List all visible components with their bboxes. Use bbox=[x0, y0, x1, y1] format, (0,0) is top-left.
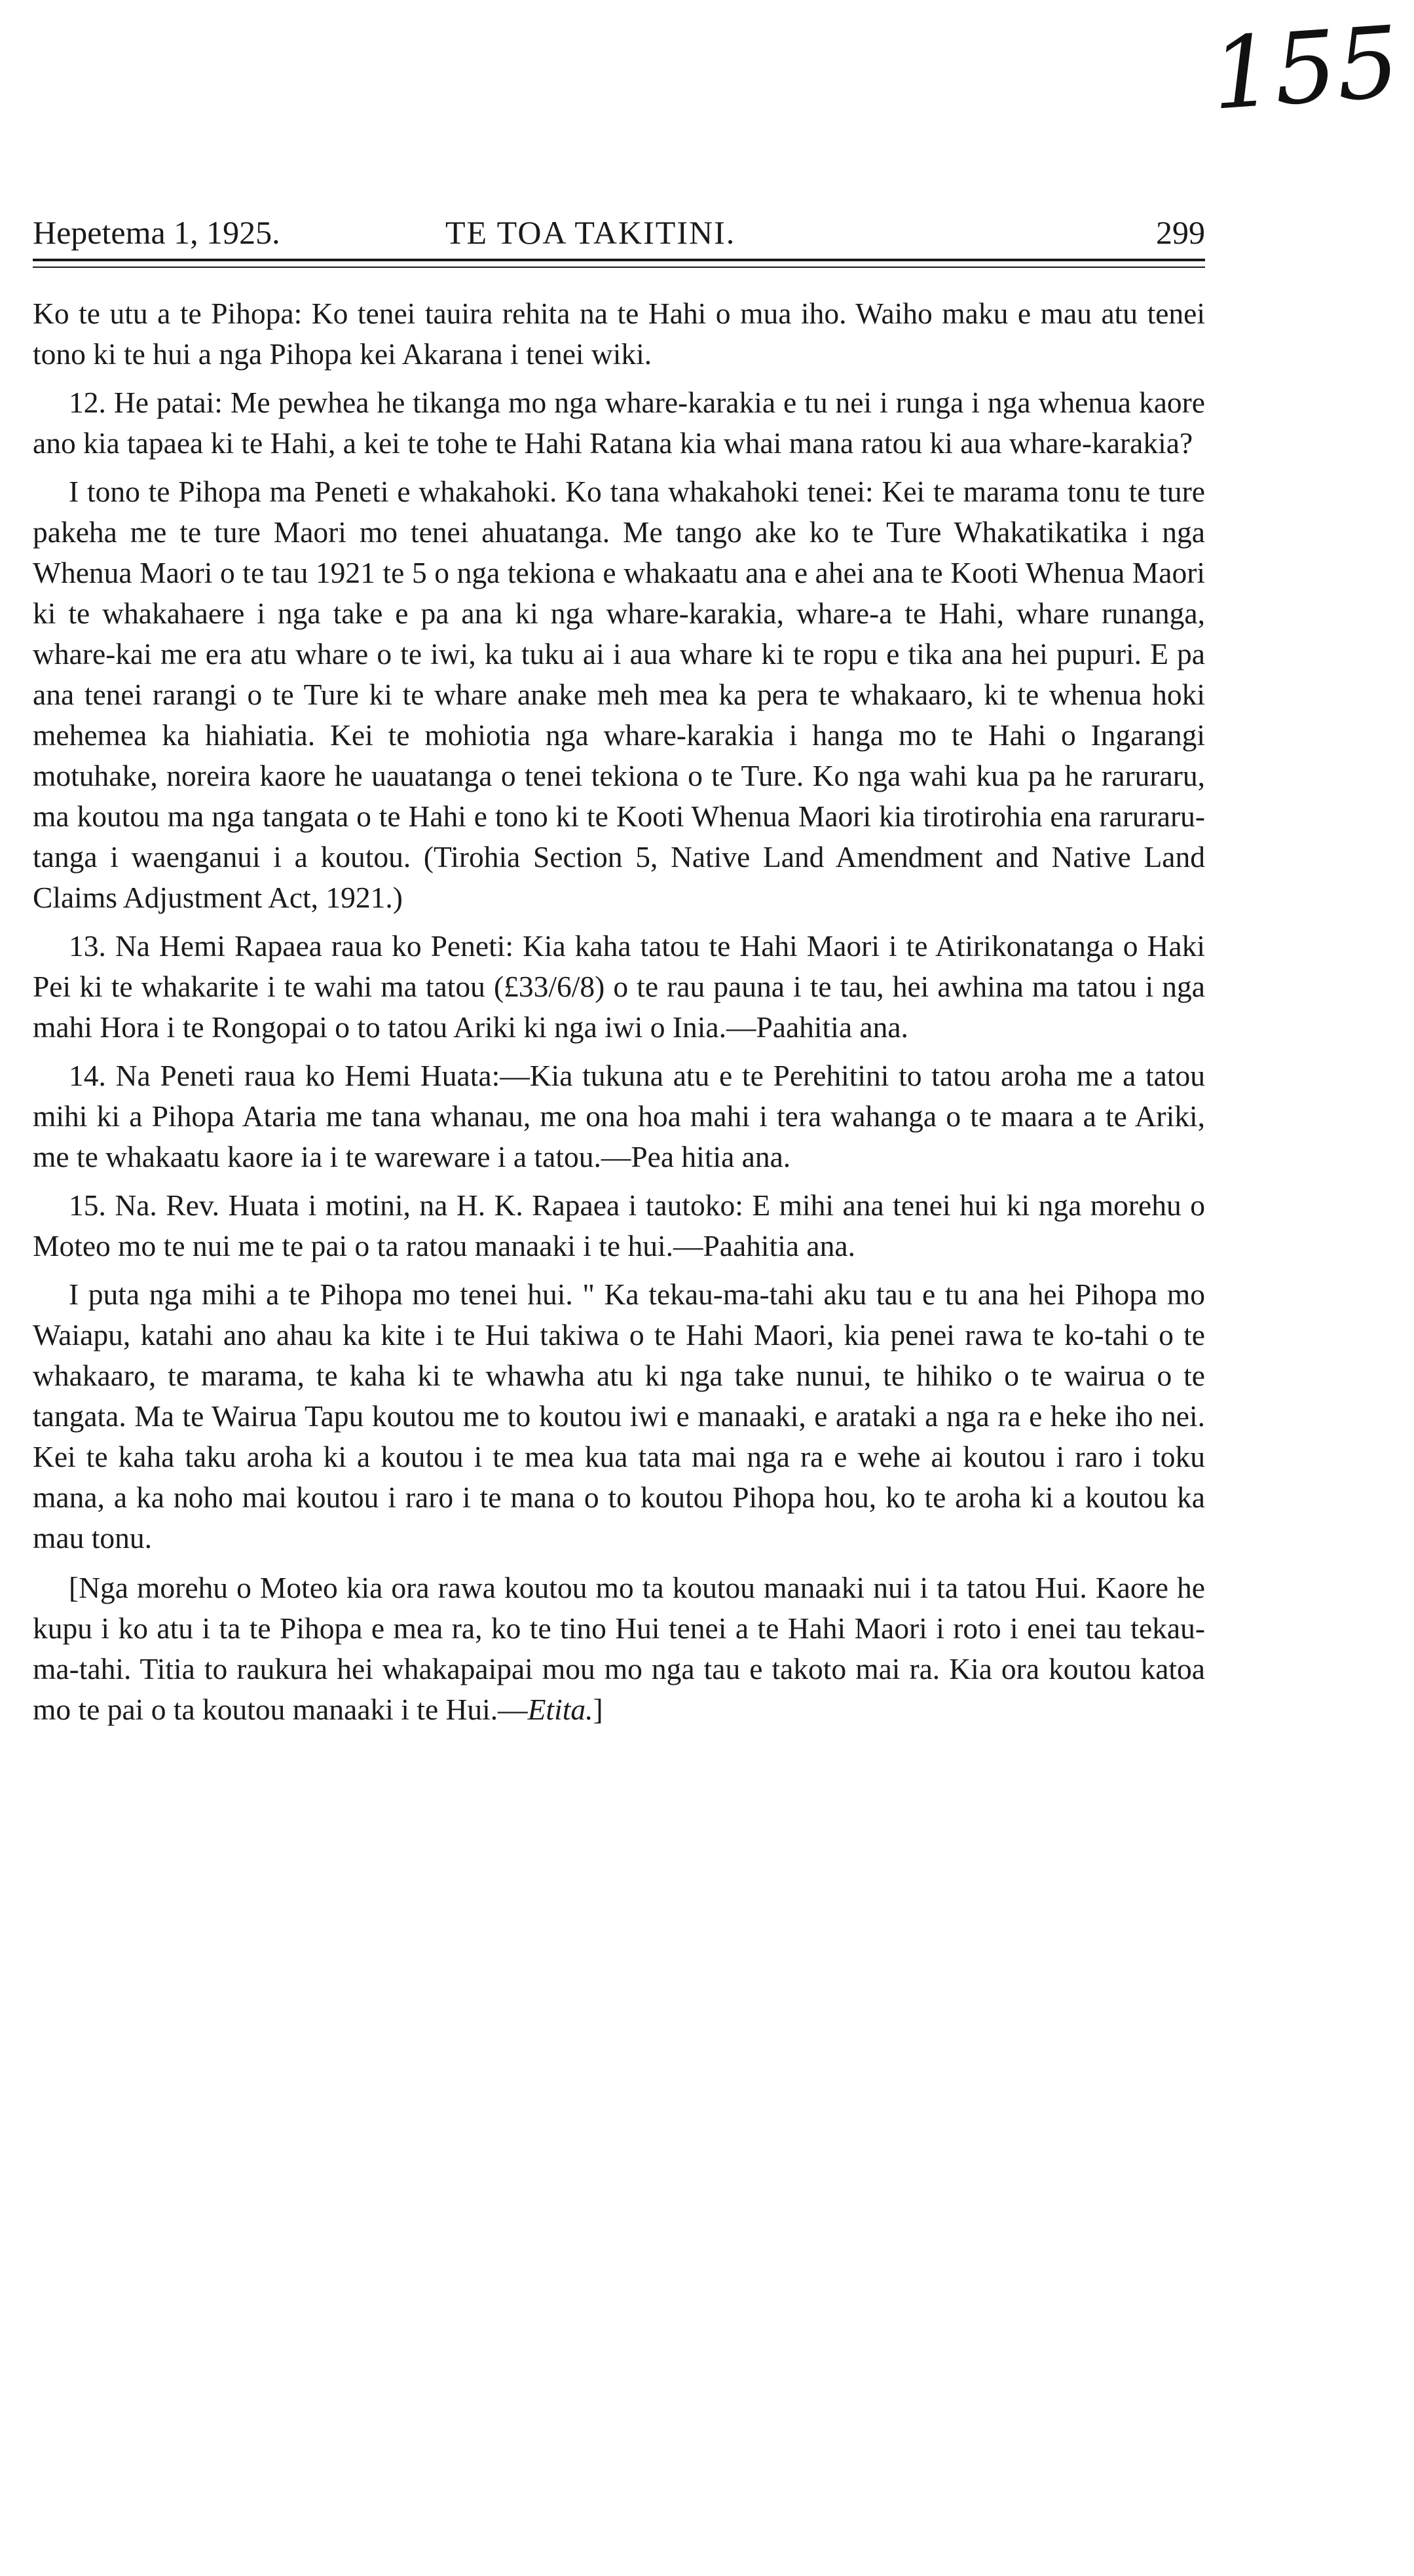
header-page-number: 299 bbox=[1156, 214, 1205, 251]
paragraph-item-15: 15. Na. Rev. Huata i motini, na H. K. Rapaea i tautoko: E mihi ana tenei hui ki nga morehu o Moteo mo te nui me te pai o ta ratou manaaki i te hui.—Paahitia ana. bbox=[33, 1188, 1205, 1262]
header-rule-thin bbox=[33, 267, 1205, 268]
header-title: TE TOA TAKITINI. bbox=[445, 214, 736, 251]
page-header bbox=[33, 210, 1205, 255]
paragraph-bennett-answer: I tono te Pihopa ma Peneti e whakahoki. Ko tana whakahoki tenei: Kei te marama tonu te ture pakeha me te ture Maori mo tenei ahuatanga. Me tango ake ko te Ture Whakatikatika i nga Whenua Maori o te tau 1921 te 5 o nga tekiona e whakaatu ana e ahei ana te Kooti Whenua Maori ki te whakahaere i nga take e pa ana ki nga whare-karakia, whare-a te Hahi, whare runanga, whare-kai me era atu whare o te iwi, ka tuku ai i aua whare ki te ropu e tika ana hei pupuri. E pa ana tenei rarangi o te Ture ki te whare anake meh mea ka pera te whakaaro, ki te whenua hoki mehemea ka hiahiatia. Kei te mohiotia nga whare-karakia i hanga mo te Hahi o Ingarangi motuhake, noreira kaore he uauatanga o tenei tekiona o te Ture. Ko nga wahi kua pa he raruraru, ma koutou ma nga tangata o te Hahi e tono ki te Kooti Whenua Maori kia tirotirohia ena raruraru-tanga i waenganui i a koutou. (Tirohia Section 5, Native Land Amendment and Native Land Claims Adjustment Act, 1921.) bbox=[33, 475, 1205, 914]
editor-note-close-bracket: ] bbox=[593, 1693, 603, 1726]
handwritten-page-number: 155 bbox=[1208, 5, 1404, 132]
editor-note-open-bracket: [ bbox=[69, 1571, 79, 1604]
header-date: Hepetema 1, 1925. bbox=[33, 214, 280, 251]
paragraph-bishop-thanks: I puta nga mihi a te Pihopa mo tenei hui. " Ka tekau-ma-tahi aku tau e tu ana hei Pihopa mo Waiapu, katahi ano ahau ka kite i te Hui takiwa o te Hahi Maori, kia penei rawa te ko-tahi o te whakaaro, te marama, te kaha ki te whawha atu ki nga take nunui, te hihiko o te wairua o te tangata. Ma te Wairua Tapu koutou me to koutou iwi e manaaki, e arataki a nga ra e heke iho nei. Kei te kaha taku aroha ki a koutou i te mea kua tata mai nga ra e wehe ai koutou i raro i toku mana, a ka noho mai koutou i raro i te mana o to koutou Pihopa hou, ko te aroha ki a koutou ka mau tonu. bbox=[33, 1278, 1205, 1555]
paragraph-item-14: 14. Na Peneti raua ko Hemi Huata:—Kia tukuna atu e te Perehitini to tatou aroha me a tatou mihi ki a Pihopa Ataria me tana whanau, me ona hoa mahi i tera wahanga o te maara a te Ariki, me te whakaatu kaore ia i te wareware i a tatou.—Pea hitia ana. bbox=[33, 1059, 1205, 1173]
article-body bbox=[33, 293, 1205, 1738]
header-rule-thick bbox=[33, 259, 1205, 261]
editor-note-text: Nga morehu o Moteo kia ora rawa koutou mo ta koutou manaaki nui i ta tatou Hui. Kaore he kupu i ko atu i ta te Pihopa e mea ra, ko te tino Hui tenei a te Hahi Maori i roto i enei tau tekau-ma-tahi. Titia to raukura hei whakapaipai mou mo nga tau e takoto mai ra. Kia ora koutou katoa mo te pai o ta koutou manaaki i te Hui.— bbox=[33, 1571, 1205, 1726]
editor-note bbox=[33, 1568, 1205, 1730]
paragraph-item-13: 13. Na Hemi Rapaea raua ko Peneti: Kia kaha tatou te Hahi Maori i te Atirikonatanga o Haki Pei ki te whakarite i te wahi ma tatou (£33/6/8) o te rau pauna i te tau, hei awhina ma tatou i nga mahi Hora i te Rongopai o to tatou Ariki ki nga iwi o Inia.—Paahitia ana. bbox=[33, 929, 1205, 1044]
editor-signature: Etita. bbox=[527, 1693, 593, 1726]
paragraph-bishop-reply: Ko te utu a te Pihopa: Ko tenei tauira rehita na te Hahi o mua iho. Waiho maku e mau atu tenei tono ki te hui a nga Pihopa kei Akarana i tenei wiki. bbox=[33, 297, 1205, 371]
paragraph-item-12: 12. He patai: Me pewhea he tikanga mo nga whare-karakia e tu nei i runga i nga whenua kaore ano kia tapaea ki te Hahi, a kei te tohe te Hahi Ratana kia whai mana ratou ki aua whare-karakia? bbox=[33, 386, 1205, 460]
